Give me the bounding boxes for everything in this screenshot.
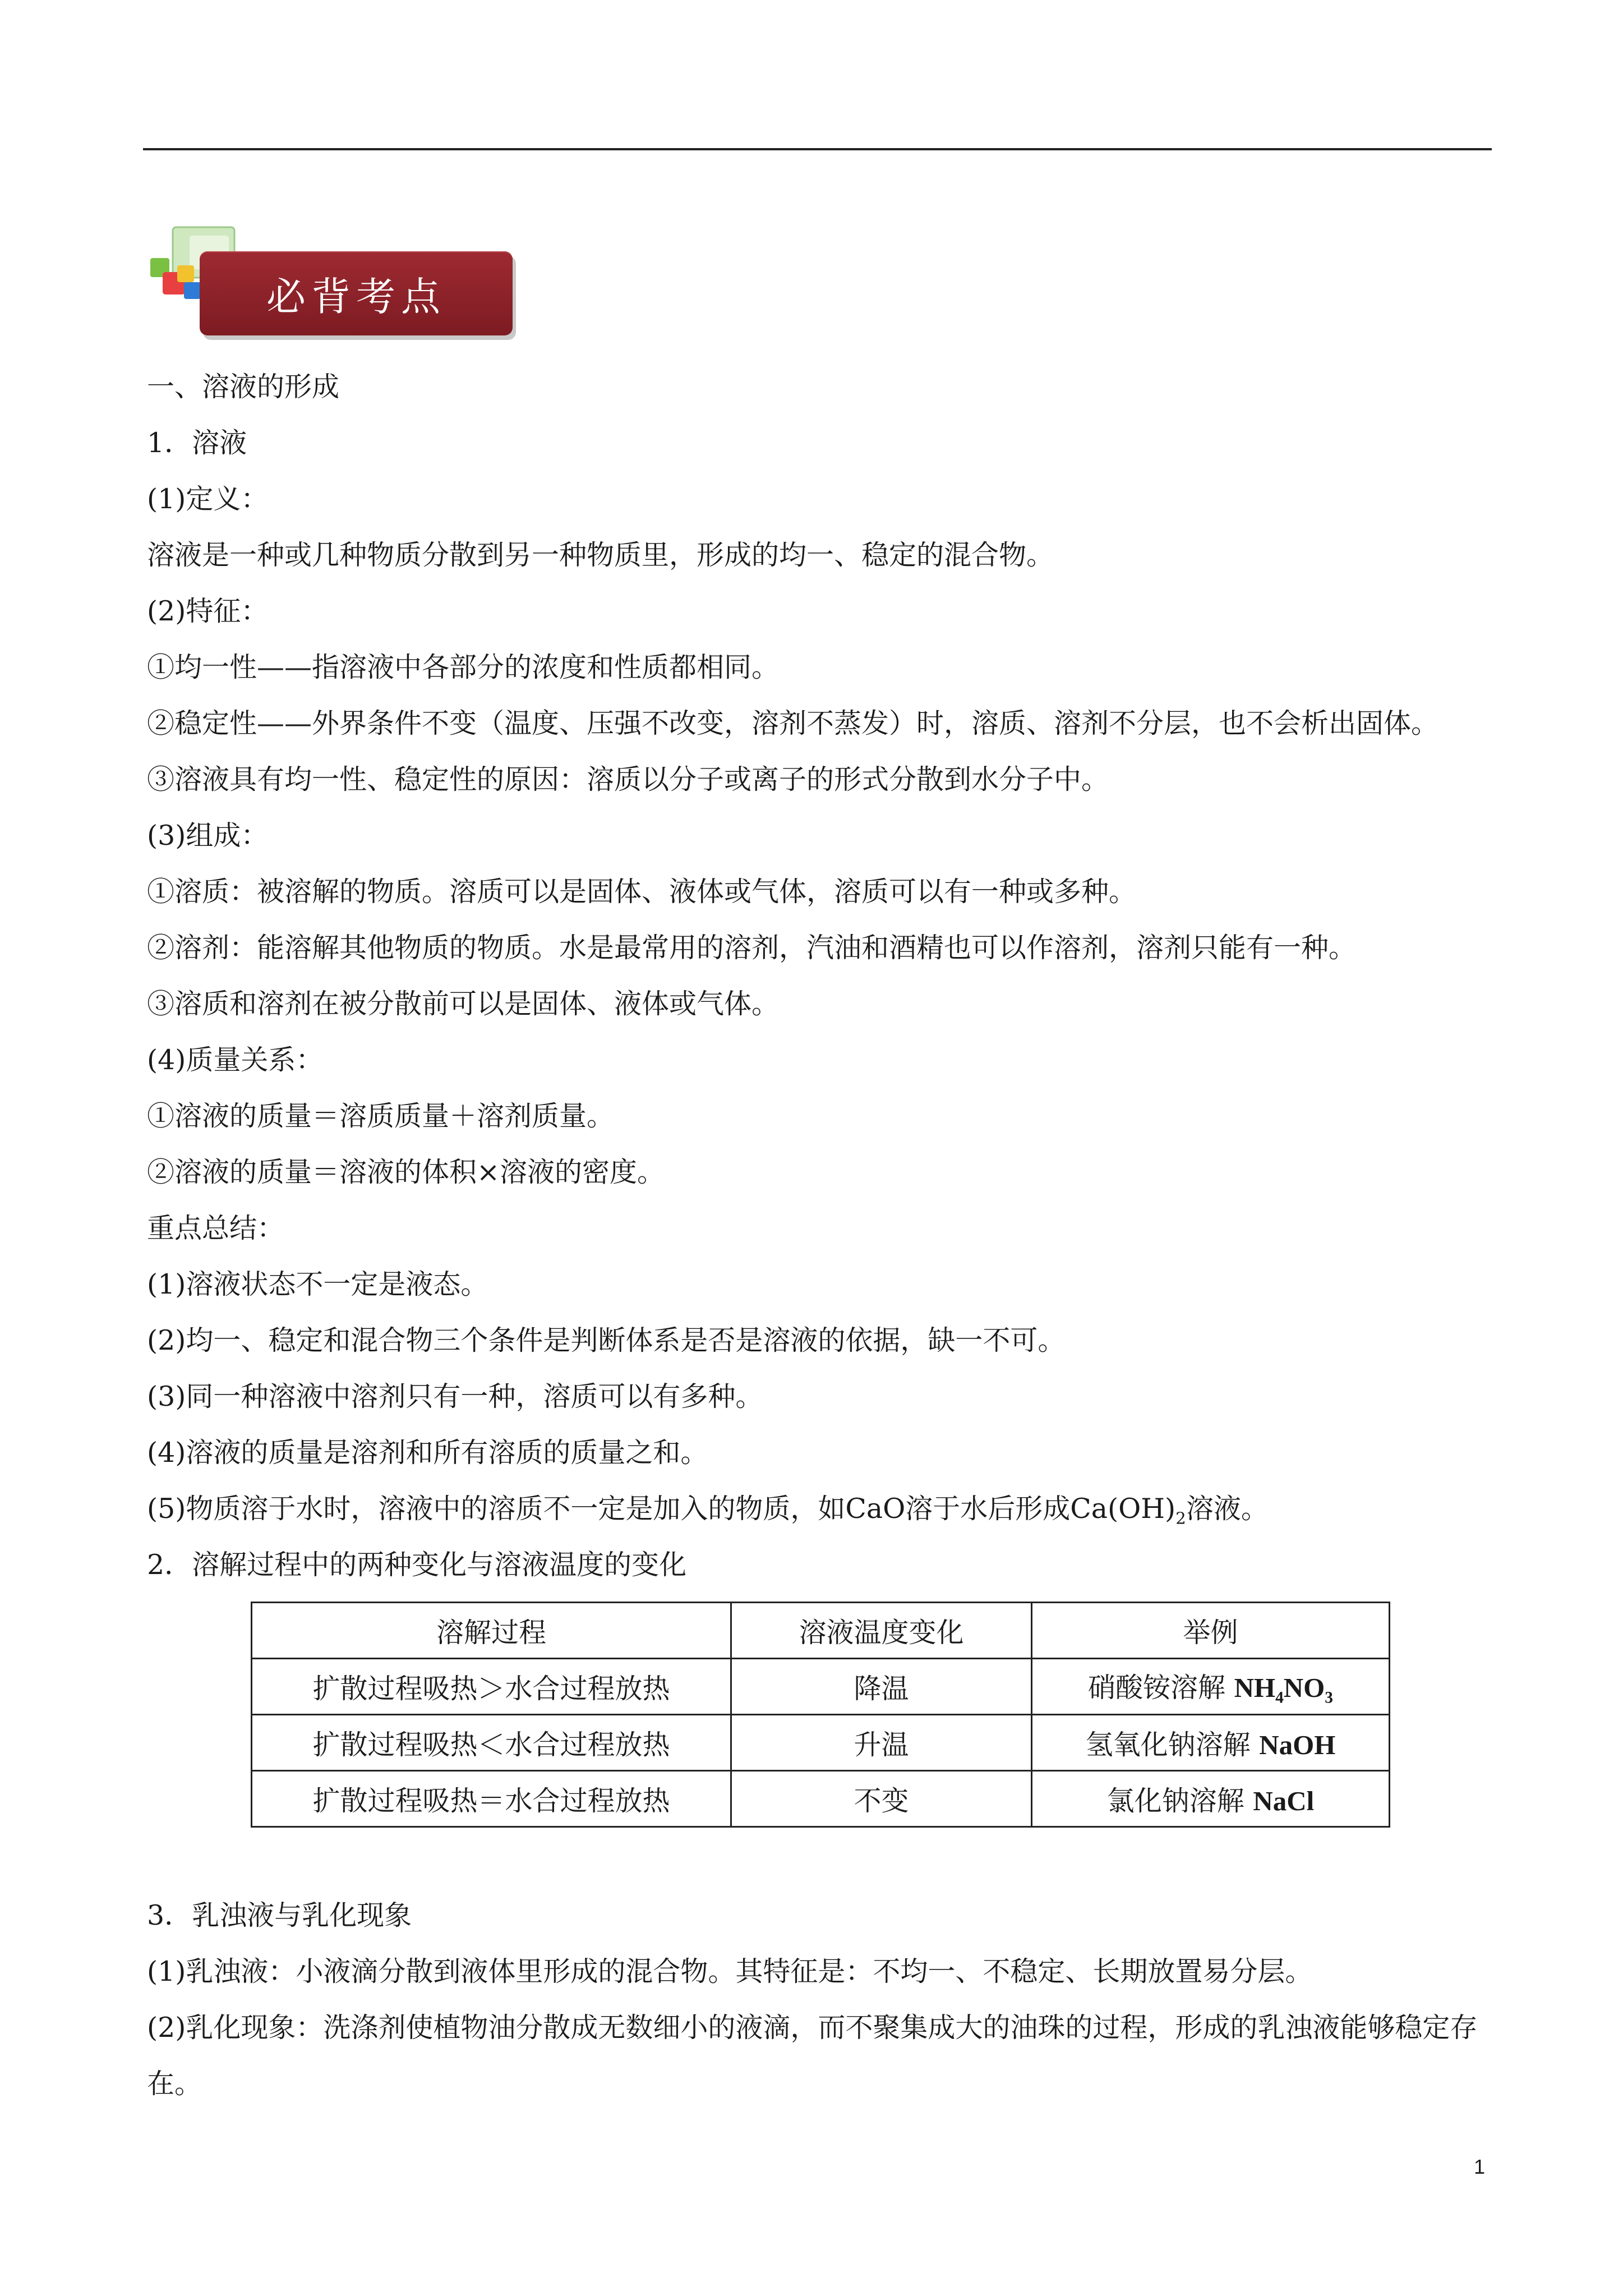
- paragraph: (2)乳化现象：洗涤剂使植物油分散成无数细小的液滴，而不聚集成大的油珠的过程，形成的乳浊液能够稳定存在。: [147, 2012, 1478, 2100]
- table-row: [252, 1771, 1390, 1827]
- section-emulsion: [147, 1888, 1493, 2112]
- table-header: 溶液温度变化: [731, 1603, 1032, 1659]
- paragraph: (5)物质溶于水时，溶液中的溶质不一定是加入的物质，如CaO溶于水后形成$Ca(OH)_2$溶液。: [147, 1493, 1269, 1528]
- paragraph: (2)特征：: [147, 595, 269, 627]
- table-cell: 升温: [731, 1715, 1032, 1771]
- paragraph: 溶液是一种或几种物质分散到另一种物质里，形成的均一、稳定的混合物。: [147, 539, 1054, 571]
- badge-label: 必背考点: [200, 251, 513, 335]
- table-row: [252, 1715, 1390, 1771]
- summary-heading: 重点总结：: [147, 1212, 285, 1244]
- paragraph: ①均一性——指溶液中各部分的浓度和性质都相同。: [147, 651, 780, 683]
- paragraph: (1)乳浊液：小液滴分散到液体里形成的混合物。其特征是：不均一、不稳定、长期放置易分层。: [147, 1955, 1313, 1987]
- table-header: 举例: [1032, 1603, 1390, 1659]
- paragraph: ③溶液具有均一性、稳定性的原因：溶质以分子或离子的形式分散到水分子中。: [147, 763, 1109, 795]
- paragraph: ①溶质：被溶解的物质。溶质可以是固体、液体或气体，溶质可以有一种或多种。: [147, 876, 1137, 908]
- subheading-emulsion: 3．乳浊液与乳化现象: [147, 1899, 412, 1931]
- page-number: 1: [1474, 2155, 1486, 2178]
- table-cell: 扩散过程吸热＞水合过程放热: [252, 1659, 731, 1715]
- main-content: [147, 359, 1493, 1593]
- table-cell: 降温: [731, 1659, 1032, 1715]
- table-cell: 氯化钠溶解 NaCl: [1032, 1771, 1390, 1827]
- table-header-row: [252, 1603, 1390, 1659]
- table-header: 溶解过程: [252, 1603, 731, 1659]
- paragraph: (3)组成：: [147, 820, 269, 852]
- paragraph: (1)定义：: [147, 483, 269, 515]
- paragraph: (3)同一种溶液中溶剂只有一种，溶质可以有多种。: [147, 1381, 763, 1412]
- paragraph: ③溶质和溶剂在被分散前可以是固体、液体或气体。: [147, 988, 780, 1020]
- paragraph: (4)质量关系：: [147, 1044, 324, 1076]
- table-cell: 扩散过程吸热＝水合过程放热: [252, 1771, 731, 1827]
- subheading-dissolution: 2．溶解过程中的两种变化与溶液温度的变化: [147, 1549, 687, 1581]
- table-row: [252, 1659, 1390, 1715]
- paragraph: ①溶液的质量＝溶质质量＋溶剂质量。: [147, 1100, 615, 1132]
- paragraph: (1)溶液状态不一定是液态。: [147, 1268, 488, 1300]
- header-rule: [143, 148, 1492, 150]
- table-cell: 氢氧化钠溶解 NaOH: [1032, 1715, 1390, 1771]
- paragraph: ②溶剂：能溶解其他物质的物质。水是最常用的溶剂，汽油和酒精也可以作溶剂，溶剂只能有一种。: [147, 932, 1357, 964]
- section-badge: [150, 222, 515, 342]
- table-cell: 硝酸铵溶解 $NH_4NO_3$: [1032, 1659, 1390, 1715]
- paragraph: (4)溶液的质量是溶剂和所有溶质的质量之和。: [147, 1437, 708, 1469]
- table-cell: 不变: [731, 1771, 1032, 1827]
- paragraph: ②稳定性——外界条件不变（温度、压强不改变，溶剂不蒸发）时，溶质、溶剂不分层，也不会析出固体。: [147, 707, 1439, 739]
- paragraph: ②溶液的质量＝溶液的体积×溶液的密度。: [147, 1156, 665, 1188]
- heading-solution-formation: 一、溶液的形成: [147, 371, 340, 403]
- table-cell: 扩散过程吸热＜水合过程放热: [252, 1715, 731, 1771]
- paragraph: (2)均一、稳定和混合物三个条件是判断体系是否是溶液的依据，缺一不可。: [147, 1324, 1066, 1356]
- dissolution-table: [251, 1602, 1390, 1828]
- subheading-solution: 1．溶液: [147, 427, 247, 459]
